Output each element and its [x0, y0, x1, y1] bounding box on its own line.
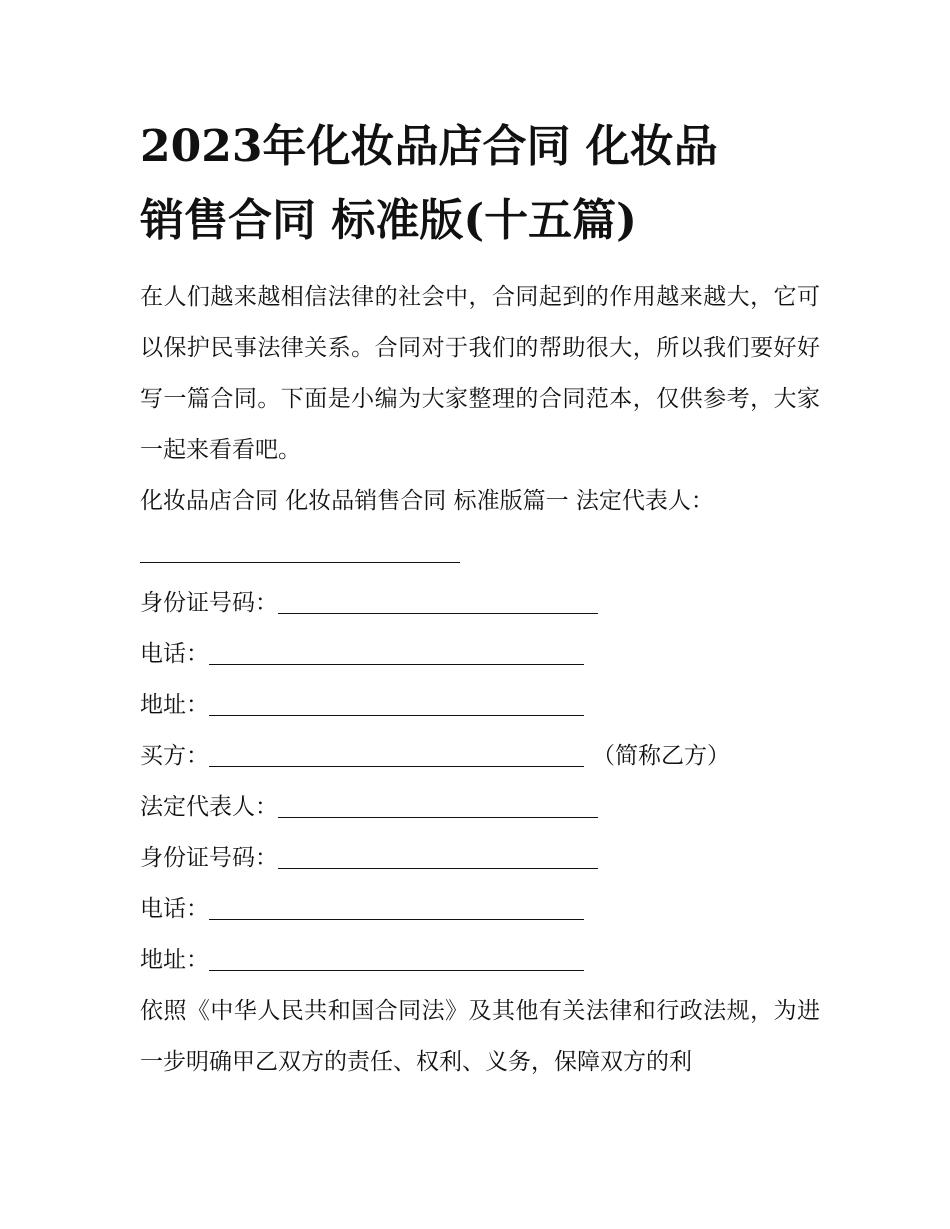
field-blank: [278, 585, 598, 614]
document-page: [140, 110, 820, 1088]
field-label: 地址：: [140, 947, 209, 973]
field-label: 地址：: [140, 692, 209, 718]
closing-paragraph: 依照《中华人民共和国合同法》及其他有关法律和行政法规，为进一步明确甲乙双方的责任、权利、义务，保障双方的利: [140, 998, 820, 1075]
field-buyer-legal-rep: [140, 782, 820, 833]
field-label: 身份证号码：: [140, 590, 278, 616]
field-buyer-id: [140, 833, 820, 884]
field-label: 买方：: [140, 743, 209, 769]
field-seller-address: [140, 680, 820, 731]
field-buyer-phone: [140, 884, 820, 935]
section-1-heading: [140, 476, 820, 527]
field-label: 法定代表人：: [140, 794, 278, 820]
legal-rep-blank: [140, 534, 460, 563]
field-blank: [209, 891, 584, 920]
field-seller-id: [140, 578, 820, 629]
title-line-2: 销售合同 标准版(十五篇): [140, 195, 637, 246]
field-blank: [209, 636, 584, 665]
field-label: 电话：: [140, 896, 209, 922]
document-body: [140, 272, 820, 1088]
field-label: 电话：: [140, 641, 209, 667]
field-blank: [278, 789, 598, 818]
title-line-1: 2023年化妆品店合同 化妆品: [140, 121, 718, 172]
field-buyer-address: [140, 935, 820, 986]
field-seller-phone: [140, 629, 820, 680]
field-note: （简称乙方）: [592, 743, 730, 769]
field-blank: [209, 687, 584, 716]
field-blank: [278, 840, 598, 869]
field-label: 身份证号码：: [140, 845, 278, 871]
intro-paragraph: 在人们越来越相信法律的社会中，合同起到的作用越来越大，它可以保护民事法律关系。合同对于我们的帮助很大，所以我们要好好写一篇合同。下面是小编为大家整理的合同范本，仅供参考，大家一起来看看吧。: [140, 284, 820, 463]
field-blank: [209, 942, 584, 971]
document-title: [140, 110, 820, 258]
legal-rep-blank-line: [140, 527, 820, 578]
section-1-heading-text: 化妆品店合同 化妆品销售合同 标准版篇一 法定代表人：: [140, 488, 714, 514]
field-blank: [209, 738, 584, 767]
field-buyer: [140, 731, 820, 782]
